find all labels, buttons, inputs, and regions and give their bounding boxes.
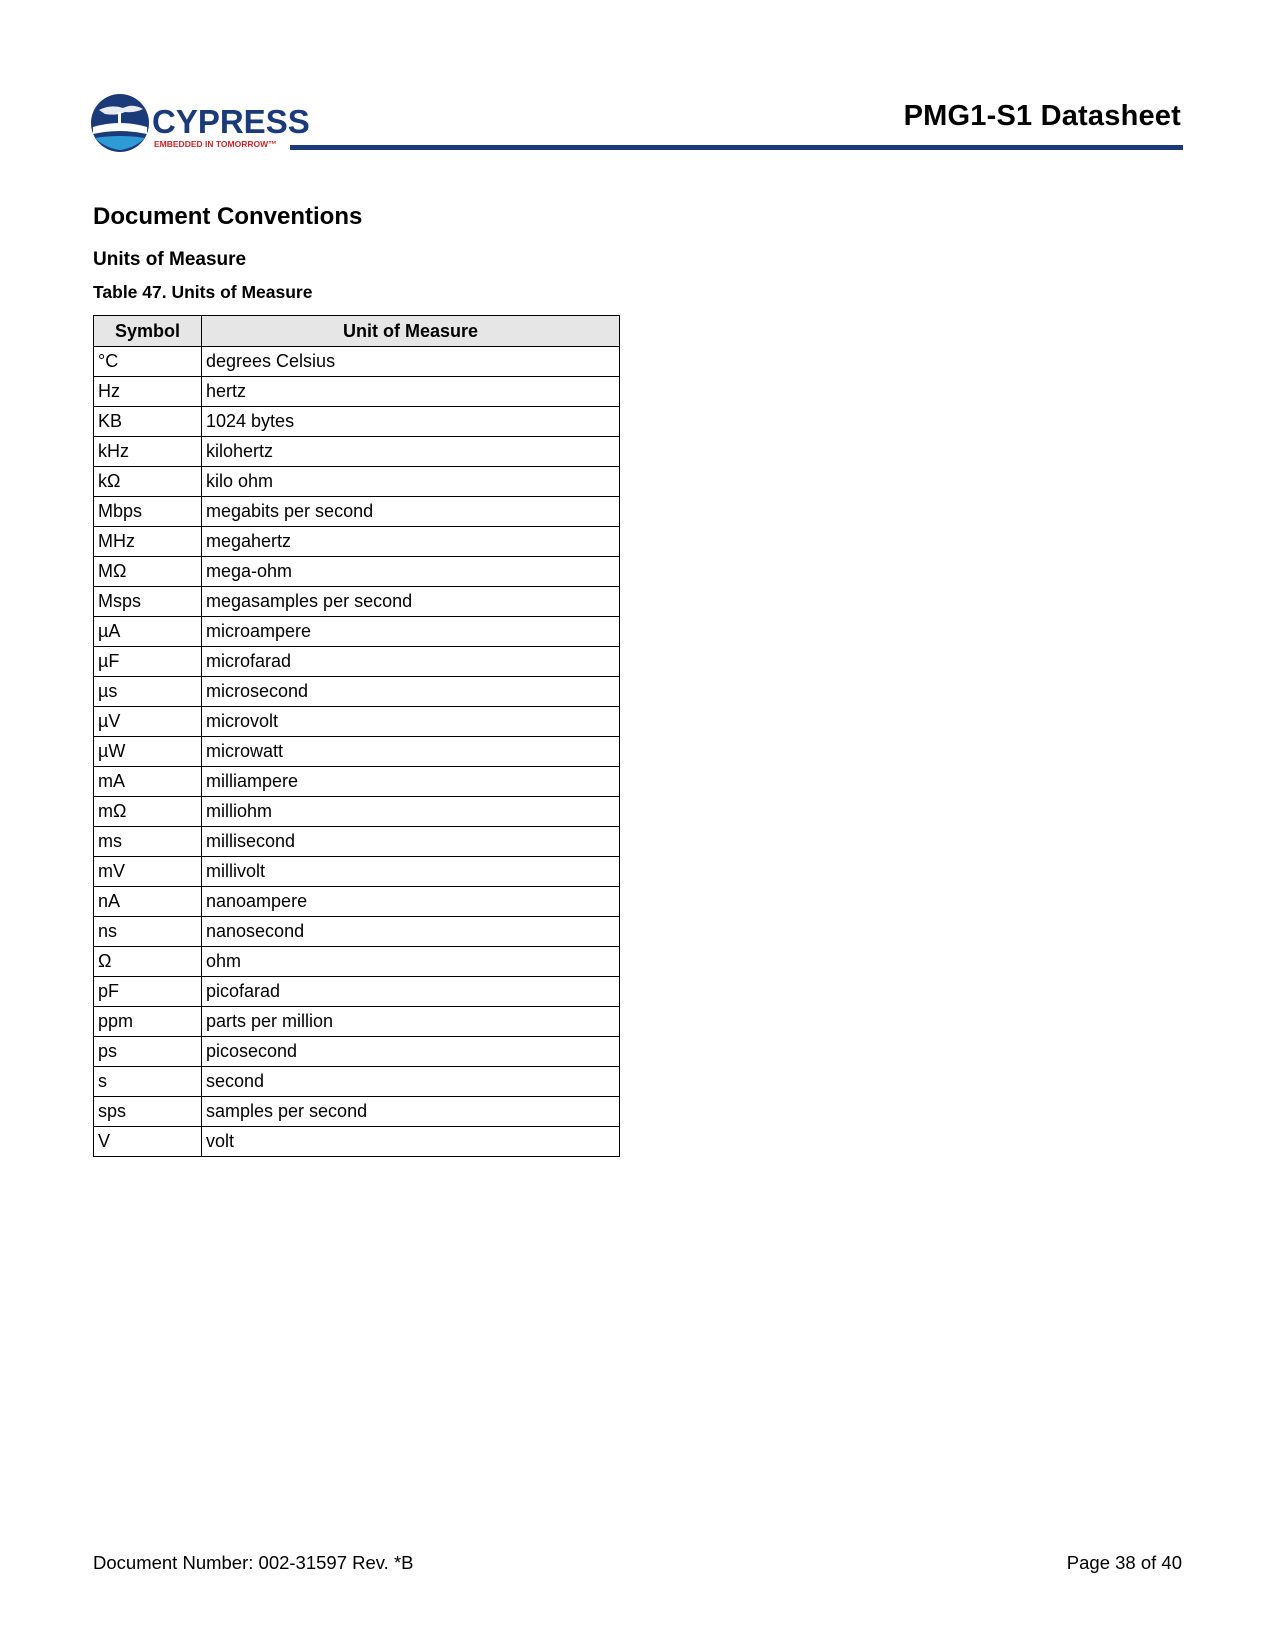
unit-cell: samples per second	[202, 1097, 620, 1127]
table-row	[94, 887, 620, 917]
symbol-cell: ppm	[94, 1007, 202, 1037]
unit-cell: nanosecond	[202, 917, 620, 947]
symbol-cell: MΩ	[94, 557, 202, 587]
symbol-cell: nA	[94, 887, 202, 917]
symbol-cell: ms	[94, 827, 202, 857]
symbol-cell: Ω	[94, 947, 202, 977]
section-subheading: Units of Measure	[93, 249, 247, 270]
unit-cell: mega-ohm	[202, 557, 620, 587]
section-heading: Document Conventions	[93, 203, 363, 230]
unit-cell: microvolt	[202, 707, 620, 737]
unit-cell: microwatt	[202, 737, 620, 767]
symbol-cell: sps	[94, 1097, 202, 1127]
units-table-wrapper	[93, 315, 620, 1157]
table-row	[94, 677, 620, 707]
table-row	[94, 737, 620, 767]
unit-cell: nanoampere	[202, 887, 620, 917]
unit-cell: megasamples per second	[202, 587, 620, 617]
table-row	[94, 767, 620, 797]
table-header-row	[94, 316, 620, 347]
table-caption: Table 47. Units of Measure	[93, 282, 313, 302]
unit-cell: kilo ohm	[202, 467, 620, 497]
unit-cell: picosecond	[202, 1037, 620, 1067]
header-symbol: Symbol	[94, 316, 202, 347]
unit-cell: ohm	[202, 947, 620, 977]
unit-cell: megahertz	[202, 527, 620, 557]
symbol-cell: kΩ	[94, 467, 202, 497]
unit-cell: volt	[202, 1127, 620, 1157]
symbol-cell: °C	[94, 347, 202, 377]
unit-cell: microsecond	[202, 677, 620, 707]
unit-cell: microfarad	[202, 647, 620, 677]
table-row	[94, 1067, 620, 1097]
symbol-cell: µW	[94, 737, 202, 767]
table-row	[94, 1127, 620, 1157]
table-row	[94, 827, 620, 857]
symbol-cell: kHz	[94, 437, 202, 467]
table-row	[94, 977, 620, 1007]
symbol-cell: mΩ	[94, 797, 202, 827]
symbol-cell: Msps	[94, 587, 202, 617]
unit-cell: kilohertz	[202, 437, 620, 467]
unit-cell: picofarad	[202, 977, 620, 1007]
unit-cell: parts per million	[202, 1007, 620, 1037]
unit-cell: hertz	[202, 377, 620, 407]
symbol-cell: µs	[94, 677, 202, 707]
table-row	[94, 377, 620, 407]
unit-cell: microampere	[202, 617, 620, 647]
table-row	[94, 407, 620, 437]
table-row	[94, 497, 620, 527]
symbol-cell: µF	[94, 647, 202, 677]
document-number: Document Number: 002-31597 Rev. *B	[93, 1552, 414, 1573]
table-row	[94, 707, 620, 737]
symbol-cell: mA	[94, 767, 202, 797]
table-row	[94, 617, 620, 647]
unit-cell: millisecond	[202, 827, 620, 857]
unit-cell: millivolt	[202, 857, 620, 887]
table-row	[94, 917, 620, 947]
doc-title: PMG1-S1 Datasheet	[903, 100, 1181, 132]
table-row	[94, 527, 620, 557]
symbol-cell: pF	[94, 977, 202, 1007]
unit-cell: megabits per second	[202, 497, 620, 527]
unit-cell: 1024 bytes	[202, 407, 620, 437]
cypress-logo-icon	[91, 94, 310, 156]
symbol-cell: V	[94, 1127, 202, 1157]
symbol-cell: MHz	[94, 527, 202, 557]
symbol-cell: KB	[94, 407, 202, 437]
unit-cell: milliohm	[202, 797, 620, 827]
table-row	[94, 647, 620, 677]
table-row	[94, 857, 620, 887]
unit-cell: degrees Celsius	[202, 347, 620, 377]
table-row	[94, 557, 620, 587]
symbol-cell: µA	[94, 617, 202, 647]
header-unit: Unit of Measure	[202, 316, 620, 347]
table-row	[94, 587, 620, 617]
logo-wordmark: CYPRESS	[152, 103, 310, 140]
unit-cell: second	[202, 1067, 620, 1097]
cypress-logo	[91, 94, 310, 156]
unit-cell: milliampere	[202, 767, 620, 797]
table-row	[94, 1007, 620, 1037]
symbol-cell: Hz	[94, 377, 202, 407]
table-body	[94, 347, 620, 1157]
symbol-cell: ps	[94, 1037, 202, 1067]
table-row	[94, 947, 620, 977]
symbol-cell: mV	[94, 857, 202, 887]
header-rule	[290, 145, 1183, 150]
units-table	[93, 315, 620, 1157]
page-number: Page 38 of 40	[1066, 1552, 1182, 1573]
symbol-cell: ns	[94, 917, 202, 947]
logo-tagline: EMBEDDED IN TOMORROW™	[154, 139, 277, 149]
table-row	[94, 797, 620, 827]
table-row	[94, 437, 620, 467]
symbol-cell: s	[94, 1067, 202, 1097]
table-row	[94, 347, 620, 377]
symbol-cell: µV	[94, 707, 202, 737]
table-row	[94, 1037, 620, 1067]
symbol-cell: Mbps	[94, 497, 202, 527]
table-row	[94, 1097, 620, 1127]
table-row	[94, 467, 620, 497]
